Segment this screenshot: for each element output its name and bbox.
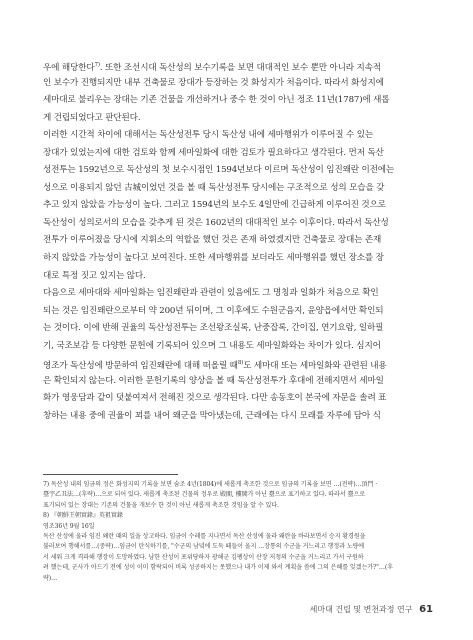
body-line: 하지 않았을 가능성이 높다고 보여진다. 또한 세마행위를 보더라도 세마행위를 했던 장소를 장 xyxy=(43,253,384,264)
body-text xyxy=(43,57,433,425)
body-line: 인 보수가 진행되지만 내부 건축물로 장대가 등장하는 것 화성지가 처음이다. 따라서 화성지에 xyxy=(43,77,384,88)
body-line: 되는 것은 임진왜란으로부터 약 200년 뒤이며, 그 이후에도 수원군음지, 윤양읍에서만 확인되 xyxy=(43,305,384,316)
body-line: 세마대로 불리우는 장대는 기존 건물을 개선하거나 중수 한 것이 아닌 정조 11년(1787)에 새롭 xyxy=(43,95,390,106)
body-line: 우에 해당한다$^{7)}$. 또한 조선시대 독산성의 보수기록을 보면 대대적인 보수 뿐만 아니라 지속적 xyxy=(43,62,381,73)
body-line: 창하는 내용 중에 권율이 꾀를 내어 왜군을 막아냈는데, 근래에는 다시 모래를 자루에 담아 식 xyxy=(43,410,381,421)
body-line: 화가 영웅담과 같이 덧붙여져서 전해진 것으로 생각된다. 다만 송동호이 본국에 자문을 솔려 표 xyxy=(43,393,387,404)
footnote-line: 7) 독산성 내의 임금의 정은 화성지의 기록을 보면 숨조 4년(1804)에 새롭게 축조한 것으로 임금의 기록을 보면 …(전략)…頂門 · xyxy=(43,481,378,488)
footnote-line: 불러보여 행해서를…(중략)…임금이 탄식하기를, "수군의 남녘에 도둑 떼들이 올지 …장통의 수군을 거느리고 행정과 노량에 xyxy=(43,543,365,551)
body-line: 은 확인되지 않는다. 이러한 문헌기록의 양상을 볼 때 독산성전투가 후대에 전해지면서 세마일 xyxy=(43,375,384,386)
body-line: 추고 있지 않았을 가능성이 높다. 그러고 1594년의 보수도 4일만에 긴급하게 이루어진 것으로 xyxy=(43,200,386,211)
body-line: 다음으로 세마대와 세마일화는 임진왜란과 관련이 있음에도 그 명칭과 일화가 처음으로 확인 xyxy=(43,288,379,299)
footnote-divider xyxy=(43,474,178,475)
body-line: 영조가 독산성에 방문하여 임진왜란에 대해 떠올릴 때$^{8)}$도 세마대 또는 세마일화와 관련된 내용 xyxy=(43,360,387,372)
body-line: 독산성이 성의로서의 모습을 갖추게 된 것은 1602년의 대대적인 보수 이후이다. 따라서 독산성 xyxy=(43,217,389,228)
footnote-line: 臺宇乙丑法…(후략)…으로 되어 있다. 새롭게 축조된 건물의 정우로 殿閣, 樓閣가 아닌 臺으로 표기하고 있다. 따라서 臺으로 xyxy=(43,491,366,499)
footnote-line: 8) 『朝鮮王朝實錄』英祖實錄 xyxy=(43,512,123,520)
footnote-line: 려 했는데, 군사가 아드기 전에 성이 이미 함락되어 비록 성공하지는 못했으나 내가 이제 와서 계획을 씀에 그의 은혜를 잊겠는가?"…(후 xyxy=(43,564,393,572)
footnotes xyxy=(43,480,433,584)
body-line: 전투가 이루어졌을 당시에 지휘소의 역할을 했던 것은 존재 하였겠지만 건축물로 장대는 존재 xyxy=(43,235,382,246)
footnote-line: 서 세워 크게 격파해 행장이 도망하였다. 남한 산성이 포위당하자 광해군 김팽상이 산장 저청의 수군을 거느리고 가서 구원하 xyxy=(43,553,364,561)
body-line: 장대가 있었는지에 대한 검토와 함께 세마일화에 대한 검토가 필요하다고 생각된다. 먼저 독산 xyxy=(43,147,384,158)
body-line: 이러한 시간적 차이에 대해서는 독산성전투 당시 독산성 내에 세마행위가 이루어질 수 있는 xyxy=(43,130,374,141)
running-footer xyxy=(310,604,433,615)
footnote-line: 표기되어 있는 장대는 기존의 건물을 개보수 한 것이 아닌 새롭게 축조한 것임을 알 수 있다. xyxy=(43,501,279,509)
footnote-line: 략)… xyxy=(43,574,58,582)
body-line: 는 것이다. 이에 반해 권율의 독산성전투는 조선왕조실록, 난중잡록, 간이집, 연기요람, 일하필 xyxy=(43,323,384,334)
running-title: 세마대 건립 및 변천과정 연구 xyxy=(309,605,413,614)
footnote-ref[interactable]: 7) xyxy=(94,62,100,68)
body-line: 성으로 이용되지 않던 古城이었던 것을 볼 때 독산성전투 당시에는 구조적으로 성의 모습을 갖 xyxy=(43,182,385,193)
body-line: 대로 특정 짓고 있지는 않다. xyxy=(43,270,146,281)
body-line: 기, 국조보감 등 다양한 문헌에 기록되어 있으며 그 내용도 세마일화와는 차이가 있다. 심지어 xyxy=(43,340,381,351)
footnote-line: 독산 산성에 올라 임진 왜란 때의 일을 상고하다. 임금이 수레를 지나면서 독산 산성에 올라 왜란을 바라보면서 승지 황경원을 xyxy=(43,532,366,540)
body-line: 성전투는 1592년으로 독산성의 첫 보수시점인 1594년보다 이르며 독산성이 임진왜란 이전에는 xyxy=(43,165,395,176)
page-number: 61 xyxy=(419,604,433,615)
footnote-ref[interactable]: 8) xyxy=(237,360,244,367)
footnote-line: 영조36년 9월 16일 xyxy=(43,522,95,530)
body-line: 게 건립되었다고 판단된다. xyxy=(43,112,141,123)
